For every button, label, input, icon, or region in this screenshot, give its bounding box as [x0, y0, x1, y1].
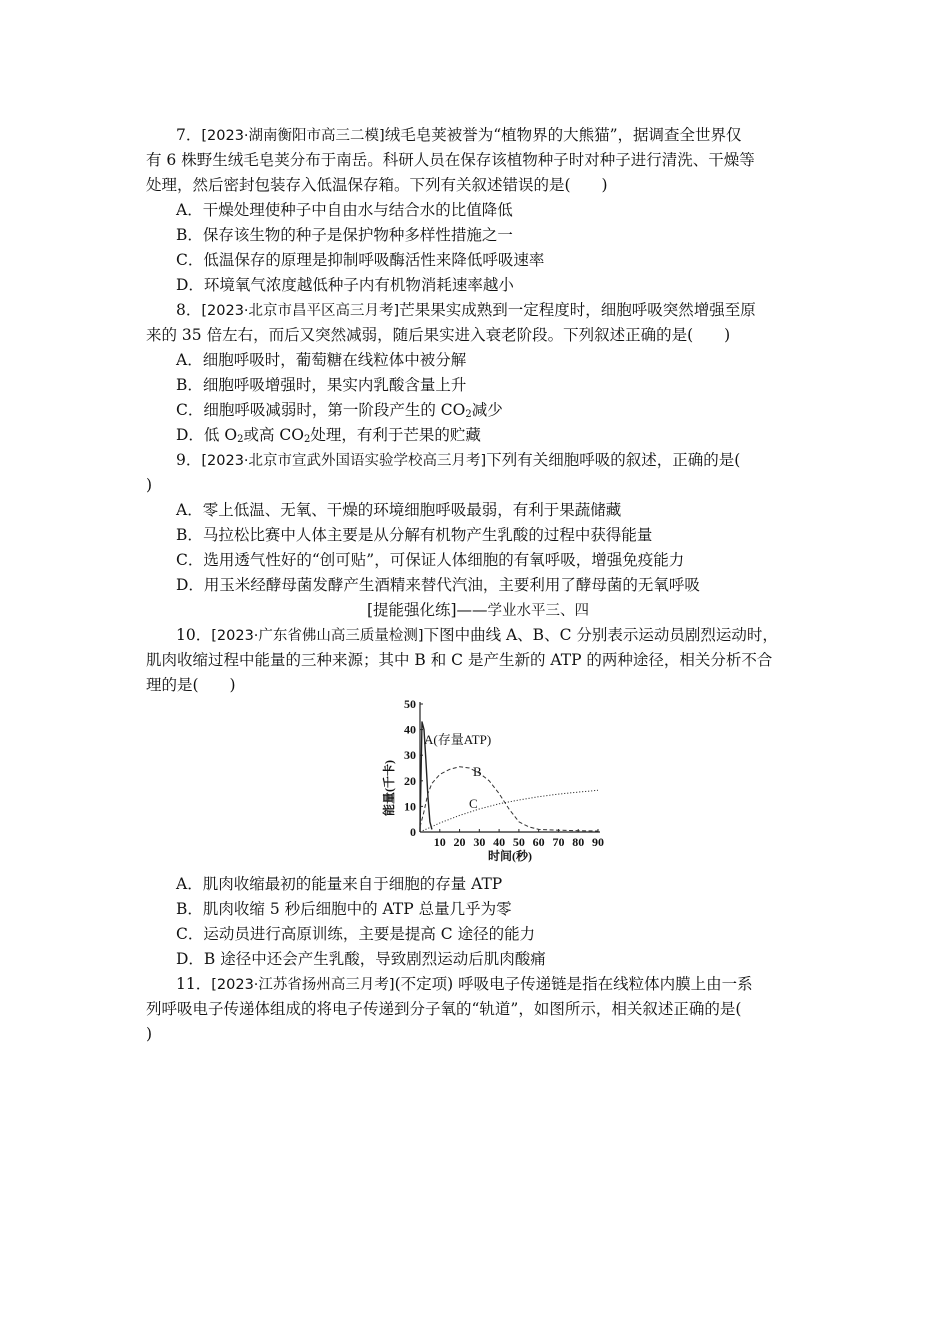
q9-number: 9．: [176, 451, 202, 469]
q10-line-1: [176, 623, 840, 649]
q10-option-d: D．B 途径中还会产生乳酸，导致剧烈运动后肌肉酸痛: [176, 950, 546, 968]
section-subtitle: 学业水平三、四: [487, 603, 590, 619]
section-dash: ——: [456, 601, 488, 619]
q10-stem-3: 理的是( ): [146, 676, 236, 694]
q10-number: 10．: [176, 626, 212, 644]
series-b-line: [420, 767, 598, 831]
q7-line-1: [176, 123, 840, 149]
q8-stem-2: 来的 35 倍左右，而后又突然减弱，随后果实进入衰老阶段。下列叙述正确的是( ): [146, 326, 731, 344]
y-tick-label: 0: [410, 825, 416, 839]
series-label-c: C: [469, 796, 478, 811]
q8-option-c: [176, 398, 840, 423]
q9-source: [2023·北京市宣武外国语实验学校高三月考]: [201, 453, 487, 469]
q9-option-a: A．零上低温、无氧、干燥的环境细胞呼吸最弱，有利于果蔬储藏: [176, 501, 622, 519]
q8-option-b: B．细胞呼吸增强时，果实内乳酸含量上升: [176, 376, 467, 394]
q8-option-c-sub: 2: [465, 409, 472, 420]
q8-option-d-s2: 2: [303, 434, 311, 445]
chart-ticks: [404, 697, 604, 849]
q10-option-a: A．肌肉收缩最初的能量来自于细胞的存量 ATP: [176, 875, 503, 893]
q11-stem-1: (不定项) 呼吸电子传递链是指在线粒体内膜上由一系: [394, 975, 753, 993]
q9-line-1: [176, 448, 840, 474]
q10-source: [2023·广东省佛山高三质量检测]: [211, 628, 424, 644]
q8-option-c-pre: C．细胞呼吸减弱时，第一阶段产生的 CO: [176, 401, 466, 419]
q9-option-b: B．马拉松比赛中人体主要是从分解有机物产生乳酸的过程中获得能量: [176, 526, 653, 544]
x-tick-label: 20: [453, 835, 466, 849]
q9-stem-1: 下列有关细胞呼吸的叙述，正确的是(: [486, 451, 741, 469]
q10-option-c: C．运动员进行高原训练，主要是提高 C 途径的能力: [176, 925, 536, 943]
x-tick-label: 90: [592, 835, 604, 849]
series-label-b: B: [473, 764, 482, 779]
energy-chart: [374, 696, 614, 866]
y-tick-label: 10: [404, 799, 416, 814]
y-tick-label: 20: [404, 773, 416, 788]
x-tick-label: 10: [433, 835, 446, 849]
q7-option-c: C．低温保存的原理是抑制呼吸酶活性来降低呼吸速率: [176, 251, 545, 269]
q8-option-d-p2: 或高 CO: [243, 426, 304, 444]
q7-stem-3: 处理，然后密封包装存入低温保存箱。下列有关叙述错误的是( ): [146, 176, 608, 194]
q8-number: 8．: [176, 301, 202, 319]
q8-option-d: [176, 423, 840, 448]
q11-source: [2023·江苏省扬州高三月考]: [211, 977, 395, 993]
x-tick-label: 30: [473, 835, 486, 849]
chart-axes: [420, 702, 600, 832]
q7-stem-2: 有 6 株野生绒毛皂荚分布于南岳。科研人员在保存该植物种子时对种子进行清洗、干燥等: [146, 151, 755, 169]
series-c-line: [420, 790, 598, 832]
q8-option-d-p1: D．低 O: [176, 426, 238, 444]
q7-stem-1: 绒毛皂荚被誉为“植物界的大熊猫”，据调查全世界仅: [384, 126, 742, 144]
q8-line-1: [176, 298, 840, 324]
x-tick-label: 80: [572, 835, 585, 849]
q7-option-b: B．保存该生物的种子是保护物种多样性措施之一: [176, 226, 513, 244]
y-tick-label: 40: [404, 722, 416, 737]
section-title: [提能强化练]: [366, 601, 457, 619]
q8-option-d-s1: 2: [237, 434, 244, 445]
q7-source: [2023·湖南衡阳市高三二模]: [201, 128, 385, 144]
q10-option-b: B．肌肉收缩 5 秒后细胞中的 ATP 总量几乎为零: [176, 900, 512, 918]
q11-number: 11．: [176, 975, 212, 993]
x-axis-label: 时间(秒): [488, 849, 532, 863]
x-tick-label: 70: [552, 835, 565, 849]
series-label-a: A(存量ATP): [424, 732, 492, 747]
q8-option-c-post: 减少: [471, 401, 503, 419]
q11-line-1: [176, 972, 840, 998]
q10-stem-2: 肌肉收缩过程中能量的三种来源；其中 B 和 C 是产生新的 ATP 的两种途径，相关分析不合: [146, 651, 773, 669]
q8-source: [2023·北京市昌平区高三月考]: [201, 303, 400, 319]
q8-option-a: A．细胞呼吸时，葡萄糖在线粒体中被分解: [176, 351, 467, 369]
q11-stem-2: 列呼吸电子传递体组成的将电子传递到分子氧的“轨道”，如图所示，相关叙述正确的是(: [146, 1000, 742, 1018]
q8-option-d-p3: 处理，有利于芒果的贮藏: [310, 426, 481, 444]
x-tick-label: 50: [512, 835, 525, 849]
x-tick-label: 40: [493, 835, 506, 849]
q7-option-a: A．干燥处理使种子中自由水与结合水的比值降低: [176, 201, 513, 219]
q7-option-d: D．环境氧气浓度越低种子内有机物消耗速率越小: [176, 276, 514, 294]
section-heading: [146, 598, 810, 624]
q9-option-d: D．用玉米经酵母菌发酵产生酒精来替代汽油，主要利用了酵母菌的无氧呼吸: [176, 576, 700, 594]
q10-stem-1: 下图中曲线 A、B、C 分别表示运动员剧烈运动时，: [423, 626, 778, 644]
q8-stem-1: 芒果果实成熟到一定程度时，细胞呼吸突然增强至原: [399, 301, 756, 319]
y-axis-label: 能量(千卡): [382, 760, 396, 816]
y-tick-label: 30: [404, 748, 416, 763]
q11-stem-3: ): [146, 1025, 153, 1043]
x-tick-label: 60: [532, 835, 545, 849]
q9-stem-2: ): [146, 476, 153, 494]
q9-option-c: C．选用透气性好的“创可贴”，可保证人体细胞的有氧呼吸，增强免疫能力: [176, 551, 685, 569]
y-tick-label: 50: [404, 697, 416, 711]
q7-number: 7．: [176, 126, 202, 144]
